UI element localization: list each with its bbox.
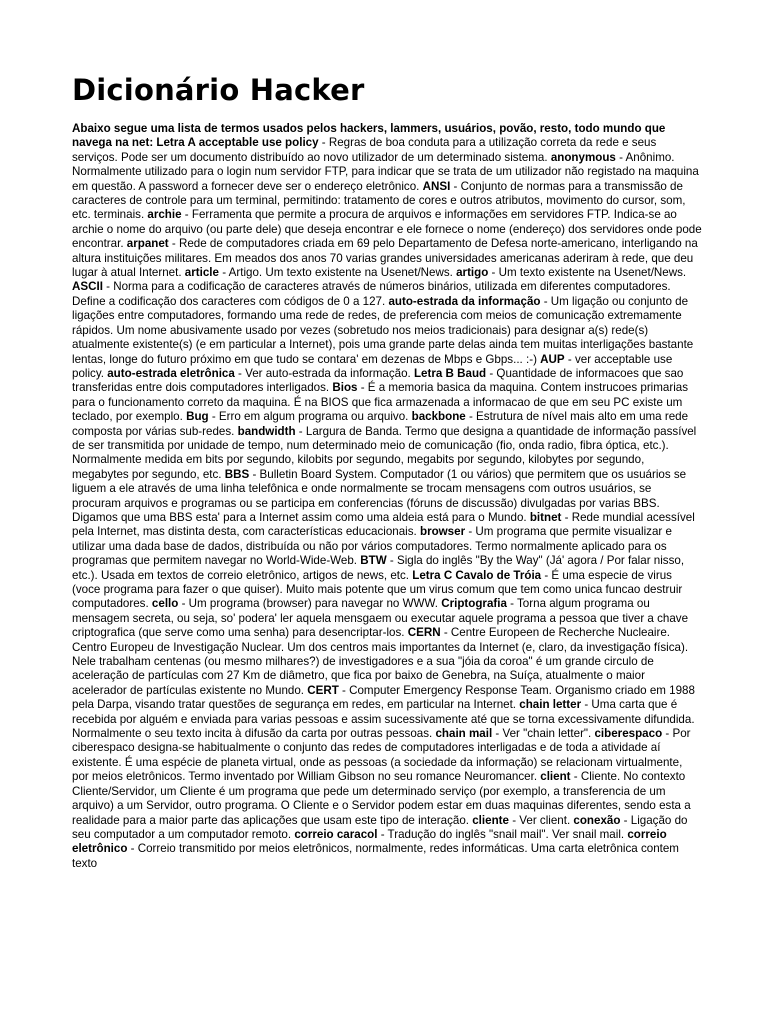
glossary-term: bandwidth [237,424,296,438]
glossary-term: cliente [472,813,509,827]
glossary-definition: - Tradução do inglês "snail mail". Ver snail mail. [377,827,628,841]
glossary-term: archie [147,208,182,222]
glossary-term: CERT [307,683,339,697]
glossary-term: browser [419,525,466,539]
glossary-term: arpanet [126,237,169,251]
glossary-definition: - Rede de computadores criada em 69 pelo Departamento de Defesa norte-americano, interligando na altura instituições militares. Em meados dos anos 70 varias grandes universidades americanas aderiram à rede, que deu lugar à atual Internet. [72,237,698,280]
glossary-term: correio caracol [294,827,378,841]
page-title: Dicionário Hacker [72,73,365,107]
glossary-definition: - Cliente. No contexto Cliente/Servidor, um Cliente é um programa que pede um determinado serviço (por exemplo, a transferencia de um arquivo) a um Servidor, outro programa. O Cliente e o Servidor podem estar em duas maquinas diferentes, sendo esta a realidade para a maior parte das aplicações que usam este tipo de interação. [72,770,691,827]
glossary-definition: - Por ciberespaco designa-se habitualmente o conjunto das redes de computadores interligadas e de toda a atividade aí existente. É uma espécie de planeta virtual, onde as pessoas (a sociedade da informação) se relacionam virtualmente, por meios eletrônicos. Termo inventado por William Gibson no seu romance Neuromancer. [72,727,691,784]
glossary-term: article [184,266,219,280]
glossary-definition: - Sigla do inglês "By the Way" (Já' agora / Por falar nisso, etc.). Usada em textos de correio eletrônico, artigos de news, etc. [72,554,685,582]
glossary-definition: - Rede mundial acessível pela Internet, mas distinta desta, com características educacionais. [72,510,695,539]
glossary-term: ANSI [422,179,451,193]
glossary-term: BTW [360,554,387,568]
glossary-definition: - Bulletin Board System. Computador (1 ou vários) que permitem que os usuários se liguem a ele através de uma linha telefônica e onde normalmente se trocam mensagens com outros usuários, se procuram arquivos e programas ou se participa em conferencias (fóruns de discussão) divulgadas por varias BBS. Digamos que uma BBS esta' para a Internet assim como uma aldeia está para o Mundo. [72,467,687,524]
glossary-definition: - Ver auto-estrada da informação. [234,366,414,380]
glossary-term: chain letter [519,698,582,712]
glossary-definition: - Ver client. [508,813,574,827]
glossary-definition: - ver acceptable use policy. [72,352,673,380]
glossary-definition: - Largura de Banda. Termo que designa a quantidade de informação passível de ser transmitida por unidade de tempo, num determinado meio de comunicação (fio, onda radio, fibra óptica, etc.). Normalmente medida em bits por segundo, kilobits por segundo, megabits por segundo, kilobytes por segundo, megabytes por segundo, etc. [72,424,697,481]
glossary-definition: - Ferramenta que permite a procura de arquivos e informações em servidores FTP. Indica-se ao archie o nome do arquivo (ou parte dele) que deseja encontrar e ele fornece o nome (endereço) dos servidores onde pode encontrar. [72,208,702,251]
glossary-body [72,122,702,871]
glossary-term: auto-estrada eletrônica [107,366,235,380]
glossary-term: bitnet [529,510,562,524]
glossary-definition: - Torna algum programa ou mensagem secreta, ou seja, so' podera' ler aquela mensgaem ou executar aquele programa a pessoa que tiver a chave criptografica (que serve como uma senha) para desencriptar-los. [72,597,689,640]
glossary-definition: - Quantidade de informacoes que sao transferidas entre dois computadores interligados. [72,366,684,395]
glossary-term: CERN [407,626,441,640]
glossary-definition: - Artigo. Um texto existente na Usenet/News. [218,266,457,280]
glossary-term: correio eletrônico [72,827,667,856]
glossary-definition: - Correio transmitido por meios eletrônicos, normalmente, redes informáticas. Uma carta eletrônica contem texto [72,842,679,870]
glossary-term: Criptografia [441,597,507,611]
glossary-definition: - Anônimo. Normalmente utilizado para o login num servidor FTP, para indicar que se trata de um utilizador não registado na maquina em questão. A password a fornecer deve ser o endereço eletrônico. [72,150,699,193]
glossary-term: artigo [456,266,489,280]
glossary-definition: - Uma carta que é recebida por alguém e enviada para varias pessoas e assim sucessivamente até que se torna excessivamente difundida. Normalmente o seu texto incita à difusão da carta por outras pessoas. [72,698,695,741]
glossary-term: ASCII [72,280,103,294]
glossary-definition: - É uma especie de virus (voce programa para fazer o que quiser). Muito mais potente que um virus comum que tem como unica funcao destruir computadores. [72,568,683,611]
glossary-term: BBS [224,467,250,481]
glossary-definition: - Ver "chain letter". [492,727,595,741]
glossary-definition: - É a memoria basica da maquina. Contem instrucoes primarias para o funcionamento correto da maquina. É na BIOS que fica armazenada a informacao de que em seu PC existe um teclado, por exemplo. [72,381,689,424]
glossary-term: client [540,770,571,784]
glossary-definition: - Centre Europeen de Recherche Nucleaire. Centro Europeu de Investigação Nuclear. Um dos centros mais importantes da Internet (e, claro, da investigação física). Nele trabalham centenas (ou mesmo milhares?) de investigadores e a sua "jóia da coroa" é um grande circulo de aceleração de partículas com 27 Km de diâmetro, que fica por baixo de Genebra, na Suíça, atualmente o maior acelerador de partículas existente no Mundo. [72,626,689,697]
glossary-definition: - Computer Emergency Response Team. Organismo criado em 1988 pela Darpa, visando tratar questões de segurança em redes, em particular na Internet. [72,683,695,712]
glossary-definition: - Norma para a codificação de caracteres através de números binários, utilizada em diferentes computadores. Define a codificação dos caracteres com códigos de 0 a 127. [72,280,671,308]
glossary-definition: - Regras de boa conduta para a utilização correta da rede e seus serviços. Pode ser um documento distribuído ao novo utilizador de um determinado sistema. [72,136,657,164]
glossary-term: auto-estrada da informação [388,294,541,308]
glossary-definition: - Um programa que permite visualizar e utilizar uma dada base de dados, distribuída ou não por vários computadores. Termo normalmente aplicado para os programas que permitem navegar no World-Wide-Web. [72,525,672,568]
glossary-term: ciberespaco [594,727,663,741]
glossary-definition: - Um ligação ou conjunto de ligações entre computadores, formando uma rede de redes, de preferencia com meios de comunicação extremamente rápidos. Um nome abusivamente usado por vezes (sobretudo nos meios tradicionais) para designar a(s) rede(s) atualmente existente(s) (e em particular a Internet), pois uma grande parte delas ainda tem muitas interligações bastante lentas, longe do futuro próximo em que tudo se contara' em dezenas de Mbps e Gbps... :-) [72,294,694,366]
glossary-term: Bug [186,410,209,424]
glossary-term: AUP [540,352,565,366]
glossary-definition: - Erro em algum programa ou arquivo. [208,410,412,424]
glossary-term: conexão [573,813,621,827]
glossary-term: Letra C Cavalo de Tróia [412,568,542,582]
glossary-term: anonymous [550,150,616,164]
glossary-term: chain mail [435,727,493,741]
glossary-term: Abaixo segue uma lista de termos usados pelos hackers, lammers, usuários, povão, resto, todo mundo que navega na net: Letra A acceptable use policy [72,122,666,150]
glossary-term: Letra B Baud [413,366,487,380]
glossary-term: Bios [332,381,358,395]
glossary-definition: - Estrutura de nível mais alto em uma rede composta por várias sub-redes. [72,410,689,438]
glossary-term: cello [151,597,179,611]
glossary-definition: - Um programa (browser) para navegar no WWW. [178,597,442,611]
glossary-definition: - Um texto existente na Usenet/News. [488,266,687,280]
glossary-definition: - Ligação do seu computador a um computador remoto. [72,813,688,841]
glossary-definition: - Conjunto de normas para a transmissão de caracteres de controle para um terminal, permitindo: tratamento de cores e outros atributos, movimento do cursor, som, etc. terminais. [72,179,686,222]
glossary-term: backbone [411,410,466,424]
